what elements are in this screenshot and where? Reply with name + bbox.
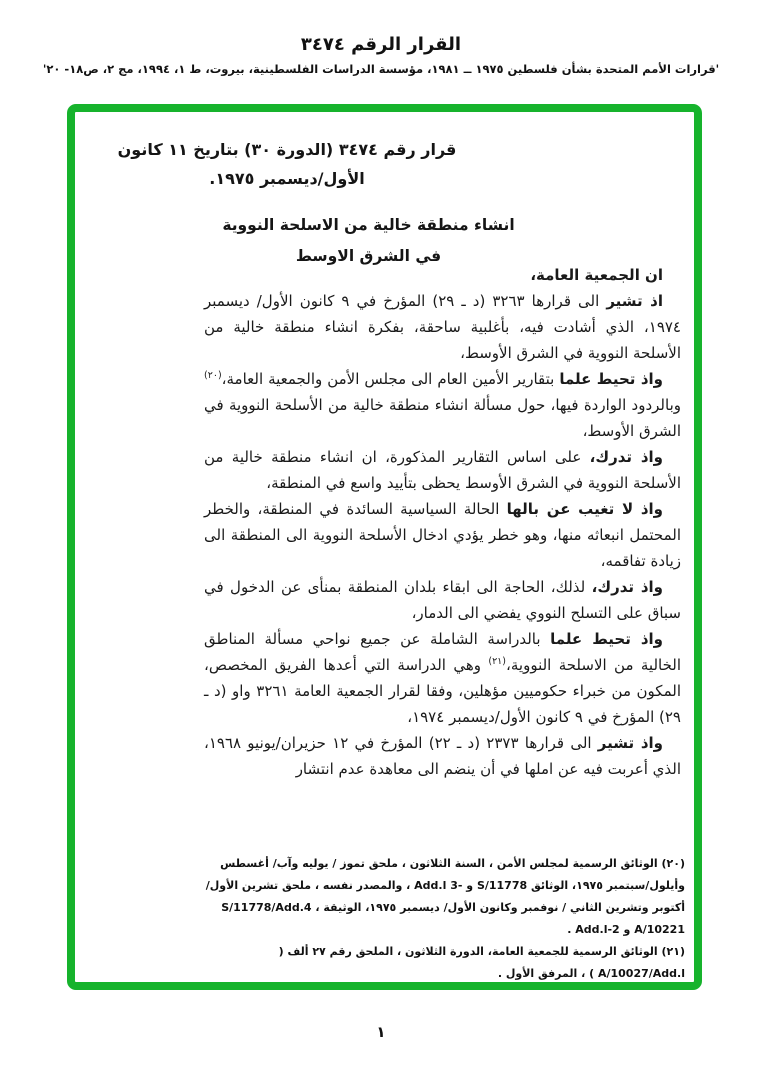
- subject-line-2: في الشرق الاوسط: [295, 247, 442, 265]
- footnotes-section: [203, 853, 685, 985]
- resolution-title: قرار رقم ٣٤٧٤ (الدورة ٣٠) بتاريخ ١١ كانون الأول/ديسمبر ١٩٧٥.: [117, 140, 457, 188]
- preamble-paragraph: [204, 288, 681, 366]
- preamble-paragraph: [204, 626, 681, 730]
- preamble-opening: ان الجمعية العامة،: [530, 266, 663, 284]
- paragraph-lead: واذ لا تغيب عن بالها: [506, 500, 664, 518]
- footnote-text: الوثائق الرسمية للجمعية العامة، الدورة الثلاثون ، الملحق رقم ٢٧ ألف ( A/10027/Add.l ) ، المرفق الأول .: [278, 945, 685, 980]
- footnote-20: [203, 853, 685, 941]
- footnote-reference-21: (٢١): [488, 656, 507, 667]
- paragraph-text: الى قرارها ٢٣٧٣ (د ـ ٢٢) المؤرخ في ١٢ حزيران/يونيو ١٩٦٨، الذي أعربت فيه عن املها في أن ينضم الى معاهدة عدم انتشار: [204, 734, 681, 778]
- footnote-marker: (٢١): [661, 945, 685, 958]
- paragraph-text: على اساس التقارير المذكورة، ان انشاء منطقة خالية من الأسلحة النووية في الشرق الأوسط يحظى بتأييد واسع في المنطقة،: [204, 448, 681, 492]
- page-number: ١: [376, 1023, 386, 1041]
- paragraph-lead: اذ تشير: [606, 292, 663, 310]
- preamble-paragraph: [204, 730, 681, 782]
- preamble-paragraph: [204, 366, 681, 444]
- paragraph-lead: واذ تحيط علما: [559, 370, 664, 388]
- resolution-number-heading: القرار الرقم ٣٤٧٤: [300, 34, 462, 55]
- paragraph-lead: واذ تشير: [597, 734, 663, 752]
- preamble-paragraph: [204, 574, 681, 626]
- footnote-21: [203, 941, 685, 985]
- paragraph-lead: واذ تدرك،: [589, 448, 663, 466]
- paragraph-text: لذلك، الحاجة الى ابقاء بلدان المنطقة بمنأى عن الدخول في سباق على التسلح النووي يفضي الى الدمار،: [204, 578, 681, 622]
- paragraph-text: الحالة السياسية السائدة في المنطقة، والخطر المحتمل انبعاثه منها، وهو خطر يؤدي ادخال الأسلحة النووية الى المنطقة الى زيادة تفاقمه،: [204, 500, 681, 570]
- footnote-text: الوثائق الرسمية لمجلس الأمن ، السنة الثلاثون ، ملحق تموز / يوليه وآب/ أغسطس وأيلول/سبتمبر ١٩٧٥، الوثائق S/11778 و -3 Add.l ، والمصدر نفسه ، ملحق تشرين الأول/ أكتوبر وتشرين الثاني / نوفمبر وكانون الأول/ ديسمبر ١٩٧٥، الوثيقة S/11778/Add.4 ، A/10221 و Add.l-2 .: [205, 857, 685, 936]
- paragraph-text: وهي الدراسة التي أعدها الفريق المخصص، المكون من خبراء حكوميين مؤهلين، وفقا لقرار الجمعية العامة ٣٢٦١ واو (د ـ ٢٩) المؤرخ في ٩ كانون الأول/ديسمبر ١٩٧٤،: [204, 656, 681, 726]
- green-highlight-frame: [67, 104, 702, 990]
- page-header: [0, 34, 762, 76]
- source-citation: 'قرارات الأمم المتحدة بشأن فلسطين ١٩٧٥ ــ ١٩٨١، مؤسسة الدراسات الفلسطينية، بيروت، ط ١، ١٩٩٤، مج ٢، ص١٨- ٢٠': [42, 62, 720, 76]
- preamble-paragraph: [204, 444, 681, 496]
- paragraph-text: بتقارير الأمين العام الى مجلس الأمن والجمعية العامة،: [221, 370, 560, 388]
- resolution-body: [204, 262, 681, 782]
- footnote-marker: (٢٠): [661, 857, 685, 870]
- paragraph-text: بالدراسة الشاملة عن جميع نواحي مسألة المناطق الخالية من الاسلحة النووية،: [204, 630, 682, 674]
- paragraph-text: الى قرارها ٣٢٦٣ (د ـ ٢٩) المؤرخ في ٩ كانون الأول/ ديسمبر ١٩٧٤، الذي أشادت فيه، بأغلبية ساحقة، بفكرة انشاء منطقة خالية من الأسلحة النووية في الشرق الأوسط،: [204, 292, 681, 362]
- footnote-reference-20: (٢٠): [204, 370, 222, 381]
- paragraph-lead: واذ تحيط علما: [550, 630, 664, 648]
- preamble-paragraph: [204, 496, 681, 574]
- subject-line-1: انشاء منطقة خالية من الاسلحة النووية: [222, 216, 515, 234]
- paragraph-text: وبالردود الواردة فيها، حول مسألة انشاء منطقة خالية من الأسلحة النووية في الشرق الأوسط،: [204, 396, 681, 440]
- paragraph-lead: واذ تدرك،: [591, 578, 663, 596]
